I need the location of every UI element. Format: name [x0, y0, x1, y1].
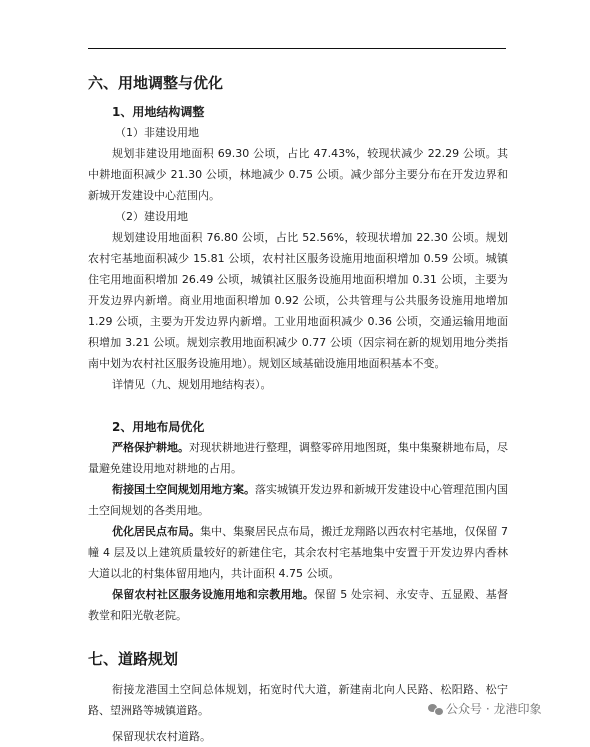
subsection-1-heading: 1、用地结构调整	[112, 105, 205, 119]
document-body	[88, 72, 508, 747]
paragraph-settlement-layout	[88, 521, 508, 584]
bold-lead: 保留农村社区服务设施用地和宗教用地。	[112, 588, 315, 601]
paragraph-construction-land: 规划建设用地面积 76.80 公顷，占比 52.56%，较现状增加 22.30 公顷。规划农村宅基地面积减少 15.81 公顷，农村社区服务设施用地面积增加 0.59 公顷。城镇住宅用地面积增加 26.49 公顷，城镇社区服务设施用地面积增加 0.31 公顷，主要为开发边界内新增。商业用地面积增加 0.92 公顷，公共管理与公共服务设施用地增加 1.29 公顷，主要为开发边界内新增。工业用地面积减少 0.36 公顷，交通运输用地面积增加 3.21 公顷。规划宗教用地面积减少 0.77 公顷（因宗祠在新的规划用地分类指南中划为农村社区服务设施用地）。规划区域基础设施用地面积基本不变。	[88, 231, 508, 370]
watermark-text: 公众号 · 龙港印象	[446, 702, 542, 716]
paragraph-detail-reference: 详情见（九、规划用地结构表）。	[112, 378, 272, 391]
paragraph-non-construction-land: 规划非建设用地面积 69.30 公顷，占比 47.43%，较现状减少 22.29 公顷。其中耕地面积减少 21.30 公顷，林地减少 0.75 公顷。减少部分主要分布在开发边界和新城开发建设中心范围内。	[88, 147, 508, 202]
section-7-title: 七、道路规划	[88, 650, 179, 668]
bold-lead: 优化居民点布局。	[112, 525, 201, 538]
section-6-title: 六、用地调整与优化	[88, 74, 224, 92]
bold-lead: 严格保护耕地。	[112, 441, 189, 454]
paragraph-land-plan	[88, 479, 508, 521]
item-non-construction-land: （1）非建设用地	[115, 126, 199, 139]
paragraph-rural-roads: 保留现状农村道路。	[112, 730, 211, 743]
paragraph-text: 对现状耕地进行整理，调整零碎用地图斑，集中集聚耕地布局，尽量避免建设用地对耕地的占用。	[88, 441, 508, 475]
paragraph-protect-farmland	[88, 437, 508, 479]
header-rule	[88, 48, 506, 49]
item-construction-land: （2）建设用地	[115, 210, 188, 223]
paragraph-community-facilities	[88, 584, 508, 626]
paragraph-text: 集中、集聚居民点布局，搬迁龙翔路以西农村宅基地，仅保留 7 幢 4 层及以上建筑质量较好的新建住宅，其余农村宅基地集中安置于开发边界内香林大道以北的村集体留用地内，共计面积 4.75 公顷。	[88, 525, 509, 580]
subsection-2-heading: 2、用地布局优化	[112, 420, 205, 434]
watermark	[428, 700, 541, 717]
paragraph-text: 保留 5 处宗祠、永安寺、五显殿、基督教堂和阳光敬老院。	[88, 588, 509, 622]
paragraph-text: 落实城镇开发边界和新城开发建设中心管理范围内国土空间规划的各类用地。	[88, 483, 508, 517]
wechat-icon	[428, 703, 442, 715]
paragraph-road-plan: 衔接龙港国土空间总体规划，拓宽时代大道，新建南北向人民路、松阳路、松宁路、望洲路等城镇道路。	[88, 683, 508, 717]
bold-lead: 衔接国土空间规划用地方案。	[112, 483, 255, 496]
